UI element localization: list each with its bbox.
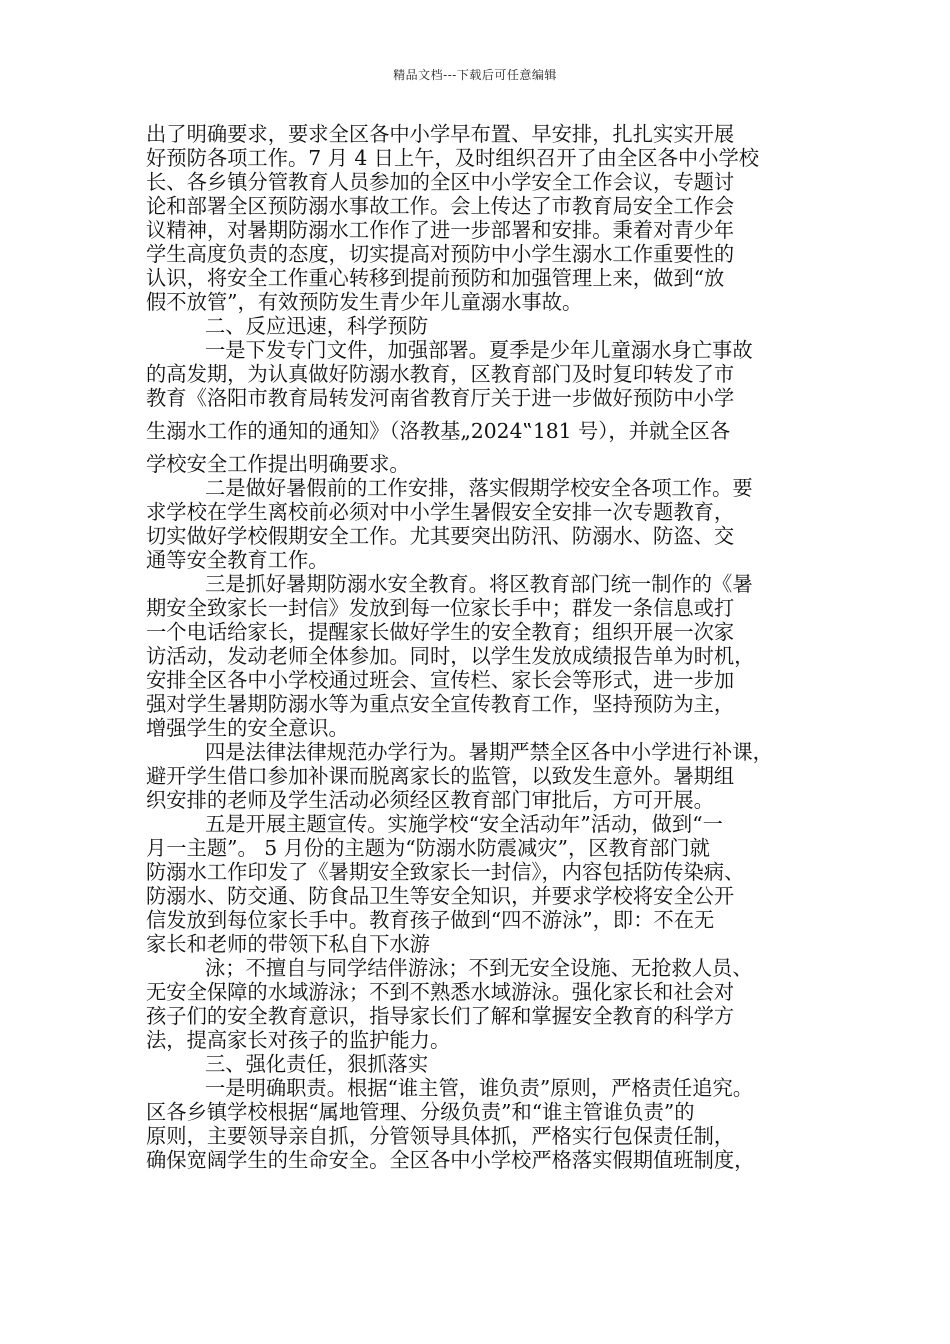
- document-body: [146, 122, 814, 1172]
- page-header: 精品文档---下载后可任意编辑: [393, 68, 557, 82]
- text-line: 认识，将安全工作重心转移到提前预防和加强管理上来，做到“放: [146, 266, 725, 290]
- text-line: 确保宽阔学生的生命安全。全区各中小学校严格落实假期值班制度，: [146, 1148, 755, 1172]
- text-line: 家长和老师的带领下私自下水游: [146, 932, 430, 956]
- text-line: 区各乡镇学校根据“属地管理、分级负责”和“谁主管谁负责”的: [146, 1100, 695, 1124]
- text-line: 一个电话给家长，提醒家长做好学生的安全教育；组织开展一次家: [146, 620, 735, 644]
- text-line: 议精神，对暑期防溺水工作作了进一步部署和安排。秉着对青少年: [146, 218, 735, 242]
- text-line: 四是法律法律规范办学行为。暑期严禁全区各中小学进行补课，: [205, 740, 773, 764]
- text-line: 原则，主要领导亲自抓，分管领导具体抓，严格实行包保责任制，: [146, 1124, 735, 1148]
- text-line: 好预防各项工作。7 月 4 日上午，及时组织召开了由全区各中小学校: [146, 146, 760, 170]
- text-line: 月一主题”。 5 月份的主题为“防溺水防震减灾”，区教育部门就: [146, 836, 710, 860]
- text-line: 长、各乡镇分管教育人员参加的全区中小学安全工作会议，专题讨: [146, 170, 735, 194]
- text-line: 二、反应迅速，科学预防: [205, 314, 429, 338]
- text-line: 通等安全教育工作。: [146, 548, 329, 572]
- text-line: 避开学生借口参加补课而脱离家长的监管，以致发生意外。暑期组: [146, 764, 735, 788]
- text-line: 学校安全工作提出明确要求。: [146, 452, 410, 476]
- text-line: 学生高度负责的态度，切实提高对预防中小学生溺水工作重要性的: [146, 242, 735, 266]
- text-line: 假不放管”，有效预防发生青少年儿童溺水事故。: [146, 290, 583, 314]
- text-line: 孩子们的安全教育意识，指导家长们了解和掌握安全教育的科学方: [146, 1004, 735, 1028]
- text-line: 织安排的老师及学生活动必须经区教育部门审批后，方可开展。: [146, 788, 714, 812]
- text-line: 三是抓好暑期防溺水安全教育。将区教育部门统一制作的《暑: [205, 572, 753, 596]
- text-line: 安排全区各中小学校通过班会、宣传栏、家长会等形式，进一步加: [146, 668, 735, 692]
- text-line: 一是下发专门文件，加强部署。夏季是少年儿童溺水身亡事故: [205, 338, 753, 362]
- text-line: 无安全保障的水域游泳；不到不熟悉水域游泳。强化家长和社会对: [146, 980, 735, 1004]
- text-line: 教育《洛阳市教育局转发河南省教育厅关于进一步做好预防中小学: [146, 386, 735, 410]
- text-line: 五是开展主题宣传。实施学校“安全活动年”活动，做到“一: [205, 812, 723, 836]
- text-line: 法，提高家长对孩子的监护能力。: [146, 1028, 451, 1052]
- text-line: 防溺水、防交通、防食品卫生等安全知识，并要求学校将安全公开: [146, 884, 735, 908]
- text-line: 强对学生暑期防溺水等为重点安全宣传教育工作，坚持预防为主，: [146, 692, 735, 716]
- text-line: 期安全致家长一封信》发放到每一位家长手中；群发一条信息或打: [146, 596, 735, 620]
- text-line: 信发放到每位家长手中。教育孩子做到“四不游泳”，即：不在无: [146, 908, 715, 932]
- text-line: 求学校在学生离校前必须对中小学生暑假安全安排一次专题教育，: [146, 500, 735, 524]
- text-line: 出了明确要求，要求全区各中小学早布置、早安排，扎扎实实开展: [146, 122, 735, 146]
- text-line: 泳；不擅自与同学结伴游泳；不到无安全设施、无抢救人员、: [205, 956, 753, 980]
- text-line: 访活动，发动老师全体参加。同时，以学生发放成绩报告单为时机，: [146, 644, 755, 668]
- text-line: 切实做好学校假期安全工作。尤其要突出防汛、防溺水、防盗、交: [146, 524, 735, 548]
- text-line: 的高发期，为认真做好防溺水教育，区教育部门及时复印转发了市: [146, 362, 735, 386]
- text-line: 防溺水工作印发了《暑期安全致家长一封信》，内容包括防传染病、: [146, 860, 745, 884]
- text-line: 论和部署全区预防溺水事故工作。会上传达了市教育局安全工作会: [146, 194, 735, 218]
- text-line: 三、强化责任，狠抓落实: [205, 1052, 429, 1076]
- text-line: 生溺水工作的通知的通知》（洛教基„2024‟181 号），并就全区各: [146, 419, 731, 443]
- text-line: 一是明确职责。根据“谁主管，谁负责”原则，严格责任追究。: [205, 1076, 754, 1100]
- text-line: 增强学生的安全意识。: [146, 716, 349, 740]
- text-line: 二是做好暑假前的工作安排，落实假期学校安全各项工作。要: [205, 476, 753, 500]
